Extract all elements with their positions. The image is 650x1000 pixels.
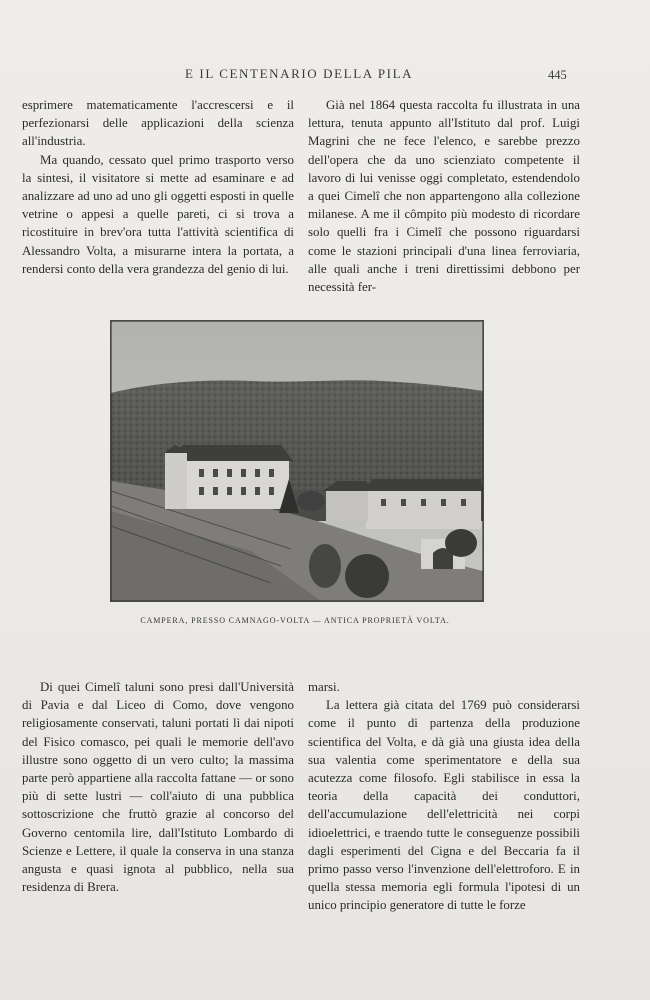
paragraph: Ma quando, cessato quel primo trasporto verso la sintesi, il visitatore si mette ad esaminare e ad analizzare ad uno ad uno gli oggetti esposti in quelle vetrine o appesi a quelle pareti, ci si trova a ricostituire in brev'ora tutta l'attività scientifica di Alessandro Volta, a misurarne intera la portata, a rendersi conto della vera grandezza del genio di lui. <box>22 152 294 276</box>
page-number: 445 <box>548 68 567 82</box>
paragraph: Già nel 1864 questa raccolta fu illustrata in una lettura, tenuta appunto all'Istituto dal prof. Luigi Magrini che ne fece l'elenco, e sarebbe prezzo dell'opera che da uno scienziato competente il lavoro di lui venisse oggi completato, estendendolo a quei Cimelî che non appartengono alla collezione milanese. A me il cômpito più modesto di ricordare solo quelli fra i Cimelî che possono riguardarsi come le stazioni principali d'una linea ferroviaria, alle quali anche i treni direttissimi debbono per necessità fer- <box>308 98 580 295</box>
paragraph: Di quei Cimelî taluni sono presi dall'Università di Pavia e dal Liceo di Como, dove vengono religiosamente conservati, taluni portati lì dai nipoti del Fisico comasco, pei quali le memorie dell'avo illustre sono oggetto di un vero culto; la massima parte però appartiene alla raccolta fattane — or sono più di sette lustri — coll'aiuto di una pubblica sottoscrizione che fruttò grazie al concorso del Governo centomila lire, dall'Istituto Lombardo di Scienze e Lettere, il quale la conserva in una stanza angusta e quasi ignota al pubblico, nella sua residenza di Brera. <box>22 680 294 895</box>
column-top-left <box>22 96 294 278</box>
paragraph: marsi. <box>308 680 340 694</box>
column-bottom-right <box>308 678 580 915</box>
paragraph: esprimere matematicamente l'accrescersi e il perfezionarsi delle applicazioni della scienza all'industria. <box>22 98 294 149</box>
column-top-right <box>308 96 580 296</box>
villa-left <box>163 445 293 509</box>
landscape-photo <box>111 321 483 601</box>
paragraph: La lettera già citata del 1769 può considerarsi come il punto di partenza della produzione scientifica del Volta, e dà già una giusta idea della sua valentia come sperimentatore e della sua acutezza come filosofo. Egli stabilisce in essa la teoria della capacità dei conduttori, dell'accumulazione dell'elettricità nei corpi idioelettrici, e traendo tutte le conseguenze possibili dagli esperimenti del Cigna e del Beccaria fa il primo passo verso l'invenzione dell'elettroforo. E in quella stessa memoria egli formula l'ipotesi di un unico principio generatore di tutte le forze <box>308 698 580 913</box>
column-bottom-left <box>22 678 294 896</box>
photograph-campera <box>110 320 484 602</box>
figure-caption: CAMPERA, PRESSO CAMNAGO-VOLTA — ANTICA PROPRIETÀ VOLTA. <box>140 616 450 625</box>
running-title: E IL CENTENARIO DELLA PILA <box>185 66 414 81</box>
running-head <box>0 66 650 86</box>
